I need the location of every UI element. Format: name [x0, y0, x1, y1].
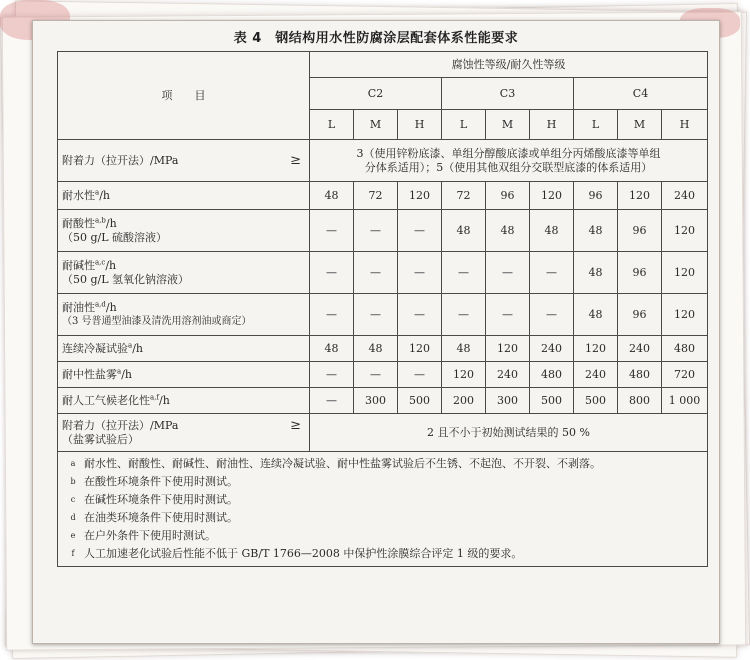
cell-value: 48	[310, 336, 354, 362]
table-row	[58, 252, 708, 294]
cell-value: 720	[662, 362, 708, 388]
note-item: d 在油类环境条件下使用时测试。	[70, 511, 238, 524]
header-item: 项 目	[58, 52, 310, 140]
cell-value: —	[354, 210, 398, 252]
cell-value: 500	[398, 388, 442, 414]
cell-value: 500	[530, 388, 574, 414]
cell-value: 240	[574, 362, 618, 388]
header-grade: 腐蚀性等级/耐久性等级	[310, 52, 708, 78]
header-durability: L	[310, 110, 354, 140]
note-item: a 耐水性、耐酸性、耐碱性、耐油性、连续冷凝试验、耐中性盐雾试验后不生锈、不起泡、不开裂、不剥落。	[70, 457, 601, 470]
cell-value: 240	[618, 336, 662, 362]
header-durability: H	[662, 110, 708, 140]
row-label: 耐碱性$^{a,c}$/h （50 g/L 氢氧化钠溶液）	[58, 252, 310, 294]
cell-value: 48	[574, 210, 618, 252]
cell-value: 500	[574, 388, 618, 414]
cell-value: —	[354, 362, 398, 388]
cell-value: 96	[574, 182, 618, 210]
cell-value: 300	[354, 388, 398, 414]
table-row	[58, 336, 708, 362]
table-row	[58, 414, 708, 452]
cell-value: —	[398, 362, 442, 388]
cell-value: 120	[486, 336, 530, 362]
cell-value: —	[354, 294, 398, 336]
row-label: 耐水性$^a$/h	[58, 182, 310, 210]
cell-value: 96	[618, 294, 662, 336]
cell-value: —	[486, 294, 530, 336]
notes-row	[58, 452, 708, 567]
cell-value: —	[398, 252, 442, 294]
cell-value: 120	[442, 362, 486, 388]
cell-value: 48	[354, 336, 398, 362]
cell-value: 120	[530, 182, 574, 210]
cell-value: —	[310, 252, 354, 294]
cell-value: 120	[398, 336, 442, 362]
header-durability: H	[398, 110, 442, 140]
cell-value: 48	[310, 182, 354, 210]
table-row	[58, 294, 708, 336]
cell-value: 300	[486, 388, 530, 414]
cell-value: 120	[662, 210, 708, 252]
cell-value: 1 000	[662, 388, 708, 414]
cell-value: 480	[530, 362, 574, 388]
table-row	[58, 388, 708, 414]
cell-value: —	[310, 388, 354, 414]
cell-value: 72	[442, 182, 486, 210]
cell-value: —	[486, 252, 530, 294]
adhesion-requirement: 3（使用锌粉底漆、单组分醇酸底漆或单组分丙烯酸底漆等单组 分体系适用）；5（使用其他双组分交联型底漆的体系适用）	[310, 140, 708, 182]
row-label: 耐酸性$^{a,b}$/h （50 g/L 硫酸溶液）	[58, 210, 310, 252]
header-class: C2	[310, 78, 442, 110]
row-label: 连续冷凝试验$^a$/h	[58, 336, 310, 362]
cell-value: 96	[486, 182, 530, 210]
cell-value: 240	[486, 362, 530, 388]
table-row	[58, 362, 708, 388]
table-row	[58, 140, 708, 182]
cell-value: 48	[442, 336, 486, 362]
cell-value: 48	[442, 210, 486, 252]
header-durability: L	[442, 110, 486, 140]
table-row	[58, 182, 708, 210]
header-class: C4	[574, 78, 708, 110]
cell-value: —	[442, 252, 486, 294]
cell-value: 72	[354, 182, 398, 210]
note-item: c 在碱性环境条件下使用时测试。	[70, 493, 238, 506]
cell-value: 48	[574, 252, 618, 294]
cell-value: 120	[398, 182, 442, 210]
header-durability: M	[618, 110, 662, 140]
header-class: C3	[442, 78, 574, 110]
cell-value: 48	[530, 210, 574, 252]
cell-value: 120	[574, 336, 618, 362]
row-label: 附着力（拉开法）/MPa ≥ （盐雾试验后）	[58, 414, 310, 452]
row-label: 耐中性盐雾$^a$/h	[58, 362, 310, 388]
cell-value: 96	[618, 252, 662, 294]
cell-value: —	[398, 210, 442, 252]
cell-value: 800	[618, 388, 662, 414]
cell-value: —	[530, 294, 574, 336]
note-item: b 在酸性环境条件下使用时测试。	[70, 475, 238, 488]
header-durability: M	[486, 110, 530, 140]
cell-value: 120	[662, 252, 708, 294]
cell-value: —	[530, 252, 574, 294]
document-photo	[32, 20, 720, 644]
adhesion-after-requirement: 2 且不小于初始测试结果的 50 %	[310, 414, 708, 452]
cell-value: —	[442, 294, 486, 336]
note-item: e 在户外条件下使用时测试。	[70, 529, 216, 542]
cell-value: —	[310, 210, 354, 252]
cell-value: —	[354, 252, 398, 294]
cell-value: 240	[530, 336, 574, 362]
note-item: f 人工加速老化试验后性能不低于 GB/T 1766—2008 中保护性涂膜综合评定 1 级的要求。	[71, 547, 523, 560]
cell-value: 120	[662, 294, 708, 336]
cell-value: 48	[486, 210, 530, 252]
cell-value: 200	[442, 388, 486, 414]
performance-table	[57, 51, 708, 567]
header-durability: L	[574, 110, 618, 140]
cell-value: —	[310, 362, 354, 388]
cell-value: —	[310, 294, 354, 336]
table-notes	[58, 452, 708, 567]
header-durability: H	[530, 110, 574, 140]
cell-value: 240	[662, 182, 708, 210]
cell-value: 480	[662, 336, 708, 362]
row-label: 耐人工气候老化性$^{a,f}$/h	[58, 388, 310, 414]
row-label: 附着力（拉开法）/MPa ≥	[58, 140, 310, 182]
table-row	[58, 210, 708, 252]
cell-value: 120	[618, 182, 662, 210]
cell-value: 48	[574, 294, 618, 336]
header-durability: M	[354, 110, 398, 140]
cell-value: 96	[618, 210, 662, 252]
cell-value: —	[398, 294, 442, 336]
cell-value: 480	[618, 362, 662, 388]
table-title: 表 4 钢结构用水性防腐涂层配套体系性能要求	[233, 31, 519, 46]
row-label: 耐油性$^{a,d}$/h （3 号普通型油漆及清洗用溶剂油或商定）	[58, 294, 310, 336]
